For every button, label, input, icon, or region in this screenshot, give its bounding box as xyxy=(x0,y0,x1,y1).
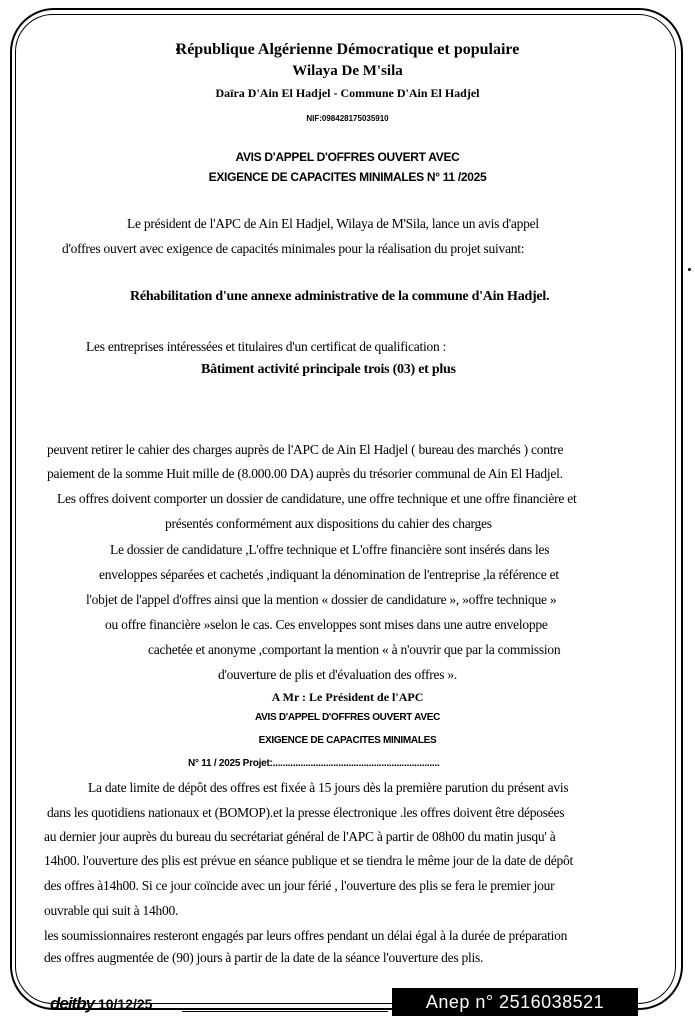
deadline-line: au dernier jour auprès du bureau du secrétariat général de l'APC à partir de 08h00 du matin jusqu' à xyxy=(44,829,556,844)
deadline-line: des offres à14h00. Si ce jour coïncide avec un jour férié , l'ouverture des plis se fera le premier jour xyxy=(44,878,555,893)
deadline-line: La date limite de dépôt des offres est fixée à 15 jours dès la première parution du présent avis xyxy=(88,780,569,795)
body-line: paiement de la somme Huit mille de (8.000.00 DA) auprès du trésorier communal de Ain El Hadjel. xyxy=(47,466,563,481)
body-line: Le dossier de candidature ,L'offre technique et L'offre financière sont insérés dans les xyxy=(110,542,550,557)
daira-commune-heading: Daïra D'Ain El Hadjel - Commune D'Ain El Hadjel xyxy=(215,86,480,100)
footer-divider xyxy=(182,1011,388,1012)
recipient-line: A Mr : Le Président de l'APC xyxy=(271,690,424,704)
deadline-line: les soumissionnaires resteront engagés par leurs offres pendant un délai égal à la durée de préparation xyxy=(44,928,568,943)
republic-heading: République Algérienne Démocratique et populaire xyxy=(175,41,520,58)
wilaya-heading: Wilaya De M'sila xyxy=(292,63,403,79)
deadline-line: ouvrable qui suit à 14h00. xyxy=(44,903,179,918)
publisher-stamp xyxy=(50,994,152,1014)
body-line: enveloppes séparées et cachetés ,indiquant la dénomination de l'entreprise ,la référence et xyxy=(99,567,559,582)
body-line: l'objet de l'appel d'offres ainsi que la mention « dossier de candidature », »offre technique » xyxy=(86,592,557,607)
notice-title-line2: EXIGENCE DE CAPACITES MINIMALES N° 11 /2025 xyxy=(208,170,487,184)
notice-title-line1: AVIS D'APPEL D'OFFRES OUVERT AVEC xyxy=(235,150,460,164)
qualification-line2: Bâtiment activité principale trois (03) et plus xyxy=(201,362,456,377)
deadline-line: dans les quotidiens nationaux et (BOMOP).et la presse électronique .les offres doivent être déposées xyxy=(47,805,565,820)
anep-number-badge: Anep n° 2516038521 xyxy=(392,988,638,1016)
body-line: présentés conformément aux dispositions du cahier des charges xyxy=(165,516,492,531)
qualification-line1: Les entreprises intéressées et titulaires d'un certificat de qualification : xyxy=(86,339,447,354)
publisher-logo: deitby xyxy=(50,994,95,1013)
body-line: ou offre financière »selon le cas. Ces enveloppes sont mises dans une autre enveloppe xyxy=(105,617,548,632)
publication-date: 10/12/25 xyxy=(97,996,153,1012)
deadline-line: des offres augmentée de (90) jours à partir de la date de la séance l'ouverture des plis. xyxy=(44,950,484,965)
body-line: Les offres doivent comporter un dossier de candidature, une offre technique et une offre financière et xyxy=(57,491,577,506)
envelope-title-line1: AVIS D'APPEL D'OFFRES OUVERT AVEC xyxy=(254,712,441,723)
scan-speck xyxy=(688,268,691,271)
body-line: d'ouverture de plis et d'évaluation des offres ». xyxy=(218,667,458,682)
project-title: Réhabilitation d'une annexe administrative de la commune d'Ain Hadjel. xyxy=(130,289,550,304)
intro-line2: d'offres ouvert avec exigence de capacités minimales pour la réalisation du projet suivant: xyxy=(62,241,525,256)
envelope-title-line2: EXIGENCE DE CAPACITES MINIMALES xyxy=(258,735,437,746)
nif-number: NIF:098428175035910 xyxy=(306,114,389,123)
envelope-reference: N° 11 / 2025 Projet:.................................................................. xyxy=(188,758,440,769)
body-line: peuvent retirer le cahier des charges auprès de l'APC de Ain El Hadjel ( bureau des marchés ) contre xyxy=(47,442,564,457)
intro-line1: Le président de l'APC de Ain El Hadjel, Wilaya de M'Sila, lance un avis d'appel xyxy=(127,216,539,231)
deadline-line: 14h00. l'ouverture des plis est prévue en séance publique et se tiendra le même jour de la date de dépôt xyxy=(44,853,573,868)
body-line: cachetée et anonyme ,comportant la mention « à n'ouvrir que par la commission xyxy=(148,642,561,657)
